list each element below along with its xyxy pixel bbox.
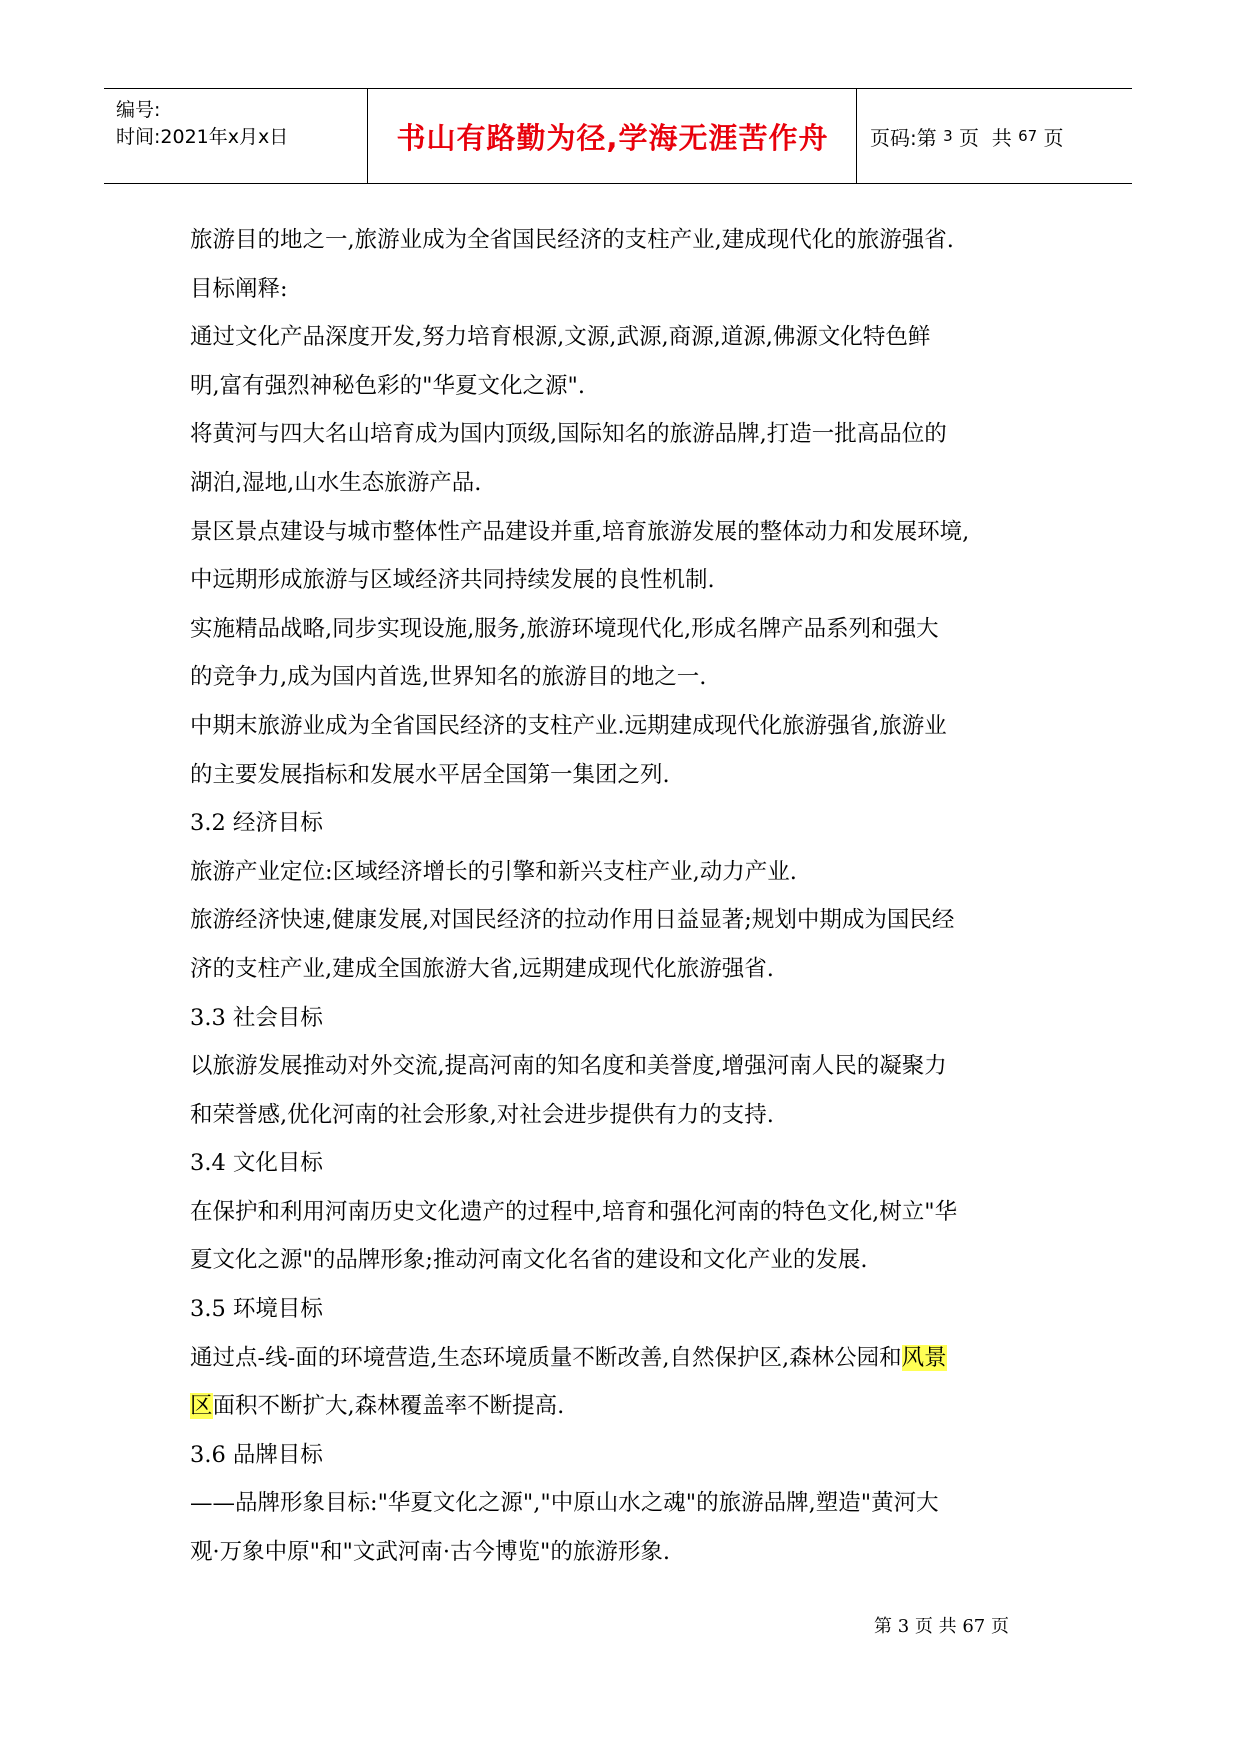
header-page-indicator <box>870 89 1064 183</box>
section-heading-economic: 3.2 经济目标 <box>190 810 323 837</box>
section-heading-environment: 3.5 环境目标 <box>190 1296 323 1323</box>
body-line: 湖泊,湿地,山水生态旅游产品. <box>190 469 482 496</box>
page-footer: 第 3 页 共 67 页 <box>874 1616 1009 1637</box>
body-line: 旅游经济快速,健康发展,对国民经济的拉动作用日益显著;规划中期成为国民经 <box>190 907 955 934</box>
body-line: 明,富有强烈神秘色彩的"华夏文化之源". <box>190 372 586 399</box>
document-body <box>190 216 1070 1577</box>
body-line: 旅游目的地之一,旅游业成为全省国民经济的支柱产业,建成现代化的旅游强省. <box>190 227 954 253</box>
body-line: 景区景点建设与城市整体性产品建设并重,培育旅游发展的整体动力和发展环境, <box>190 518 970 545</box>
page-header <box>104 88 1132 184</box>
page-prefix: 页码:第 <box>870 125 944 150</box>
page-middle: 页 共 <box>952 125 1019 150</box>
body-line: 将黄河与四大名山培育成为国内顶级,国际知名的旅游品牌,打造一批高品位的 <box>190 421 947 448</box>
body-line: 实施精品战略,同步实现设施,服务,旅游环境现代化,形成名牌产品系列和强大 <box>190 615 939 642</box>
body-line: 夏文化之源"的品牌形象;推动河南文化名省的建设和文化产业的发展. <box>190 1247 868 1274</box>
body-line: ——品牌形象目标:"华夏文化之源","中原山水之魂"的旅游品牌,塑造"黄河大 <box>190 1490 939 1517</box>
body-line: 济的支柱产业,建成全国旅游大省,远期建成现代化旅游强省. <box>190 955 774 982</box>
body-line: 通过文化产品深度开发,努力培育根源,文源,武源,商源,道源,佛源文化特色鲜 <box>190 324 931 351</box>
body-line: 的竞争力,成为国内首选,世界知名的旅游目的地之一. <box>190 664 707 691</box>
section-heading-social: 3.3 社会目标 <box>190 1004 323 1031</box>
page-suffix: 页 <box>1037 125 1064 150</box>
body-line: 中远期形成旅游与区域经济共同持续发展的良性机制. <box>190 567 715 594</box>
header-meta <box>116 97 366 151</box>
body-line <box>190 1334 1070 1383</box>
body-line: 以旅游发展推动对外交流,提高河南的知名度和美誉度,增强河南人民的凝聚力 <box>190 1053 947 1080</box>
page-current: 3 <box>943 127 953 145</box>
document-number-label: 编号: <box>116 99 161 121</box>
env-text: 面积不断扩大,森林覆盖率不断提高. <box>212 1393 565 1420</box>
header-motto: 书山有路勤为径,学海无涯苦作舟 <box>396 120 829 155</box>
body-line: 中期末旅游业成为全省国民经济的支柱产业.远期建成现代化旅游强省,旅游业 <box>190 712 947 739</box>
body-line: 旅游产业定位:区域经济增长的引擎和新兴支柱产业,动力产业. <box>190 858 797 885</box>
highlighted-text: 风景 <box>901 1344 947 1371</box>
body-line: 的主要发展指标和发展水平居全国第一集团之列. <box>190 761 670 788</box>
body-line <box>190 1382 1070 1431</box>
section-heading-culture: 3.4 文化目标 <box>190 1150 323 1177</box>
env-text: 通过点-线-面的环境营造,生态环境质量不断改善,自然保护区,森林公园和 <box>190 1344 902 1371</box>
body-line: 观·万象中原"和"文武河南·古今博览"的旅游形象. <box>190 1539 671 1566</box>
header-divider <box>367 89 368 183</box>
body-line: 在保护和利用河南历史文化遗产的过程中,培育和强化河南的特色文化,树立"华 <box>190 1198 958 1225</box>
page-total: 67 <box>1018 127 1038 145</box>
body-line: 和荣誉感,优化河南的社会形象,对社会进步提供有力的支持. <box>190 1101 774 1128</box>
section-heading-brand: 3.6 品牌目标 <box>190 1441 323 1468</box>
highlighted-text: 区 <box>190 1393 213 1420</box>
body-line: 目标阐释: <box>190 275 288 302</box>
header-divider <box>856 89 857 183</box>
document-time-label: 时间:2021年x月x日 <box>116 126 289 148</box>
